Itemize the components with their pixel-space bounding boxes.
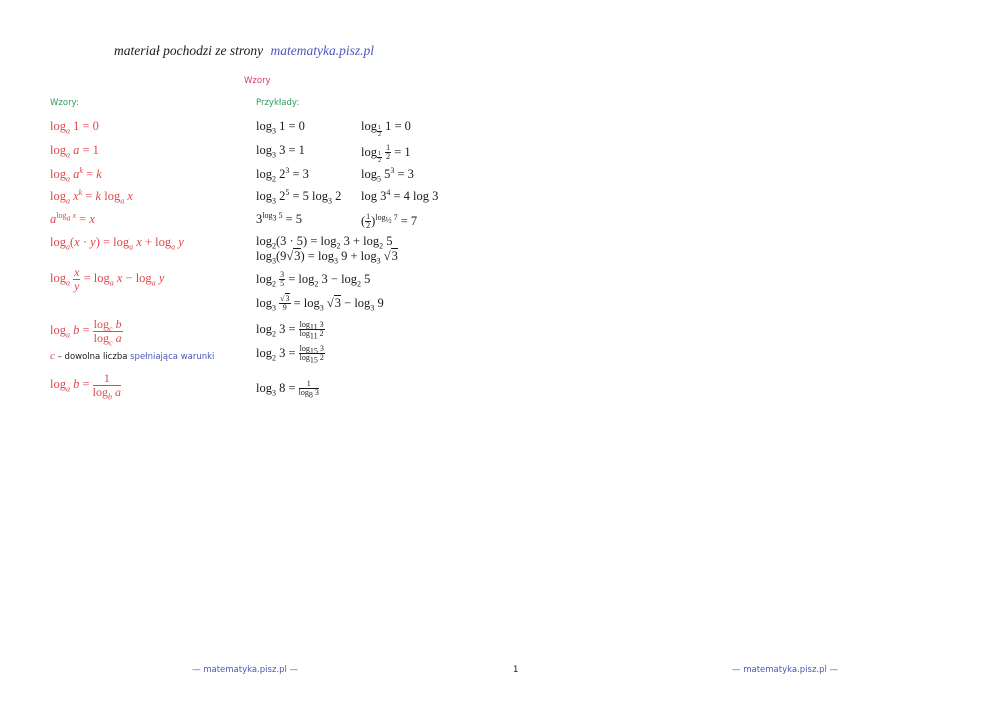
example-log3-3: $\log_3 3 = 1$ — [256, 143, 305, 160]
example-log2-2-cubed: $\log_2 2^3 = 3$ — [256, 165, 309, 184]
note-conditions-link[interactable]: spełniająca warunki — [130, 352, 215, 362]
formula-reciprocal: $\log_a b$ = $\frac{1}{\log_b a}$ — [50, 371, 122, 401]
example-log-3-fourth: $\log 3^4 = 4$ log 3 — [361, 187, 439, 203]
note-variable: c — [50, 350, 55, 362]
footer-right-link[interactable]: — matematyka.pisz.pl — — [732, 665, 839, 675]
footer-left-link[interactable]: — matematyka.pisz.pl — — [192, 665, 299, 675]
example-change-base-11: $\log_2 3$ = $\frac{\log_{11} 3}{\log_{11} 2}$ — [256, 320, 324, 341]
formula-base-to-log: $a^{log_a x} = x$ — [50, 210, 95, 226]
example-log3-product-sqrt: $\log_3(9√3) = \log_3 9 + \log_3 √3$ — [256, 249, 398, 266]
section-title: Wzory — [244, 76, 271, 86]
formulas-header: Wzory: — [50, 98, 79, 108]
formula-log-of-quotient: $\log_a$ $\frac{x}{y}$ = $\log_a x - \log_a y$ — [50, 265, 165, 293]
formula-log-of-power-of-base: $\log_a a^k = k$ — [50, 165, 102, 184]
example-half-power-log: ( $\frac{1}{2}$ )$^{log_{\frac{1}{2}} 7}$ = 7 — [361, 212, 418, 231]
source-link[interactable]: matematyka.pisz.pl — [270, 43, 374, 58]
formula-change-of-base: $\log_a b$ = $\frac{\log_c b}{\log_c a}$ — [50, 317, 122, 347]
note-dash: – — [54, 352, 65, 362]
example-log3-quotient-sqrt: $\log_3$ $\frac{√3}{9}$ = $\log_3 √3 - \log_3 9$ — [256, 294, 384, 313]
page-header — [114, 43, 374, 59]
examples-header: Przykłady: — [256, 98, 300, 108]
formula-log-of-base: $\log_a a = 1$ — [50, 143, 99, 160]
example-log-half-1: log $_{\frac{1}{2}}$ 1 = 0 — [361, 119, 411, 139]
page-number: 1 — [513, 665, 519, 675]
note-text: dowolna liczba — [64, 352, 128, 362]
example-log3-2-fifth: $\log_3 2^5 = 5$ $\log_3 2$ — [256, 187, 342, 206]
formula-log-of-one: $\log_a 1 = 0$ — [50, 119, 99, 136]
example-log5-5-cubed: $\log_5 5^3 = 3$ — [361, 165, 414, 184]
example-log-half-half: log $_{\frac{1}{2}}$ $\frac{1}{2}$ = 1 — [361, 143, 411, 164]
example-log3-1: $\log_3 1 = 0$ — [256, 119, 305, 136]
example-change-base-15: $\log_2 3$ = $\frac{\log_{15} 3}{\log_{15} 2}$ — [256, 344, 324, 365]
example-log2-quotient: $\log_2$ $\frac{3}{5}$ = $\log_2 3 - \log_2 5$ — [256, 270, 371, 289]
change-of-base-note — [50, 350, 214, 362]
example-reciprocal: $\log_3 8$ = $\frac{1}{\log_8 3}$ — [256, 379, 319, 400]
example-log2-product: $\log_2(3 \cdot 5) = \log_2 3 + \log_2 5$ — [256, 234, 393, 251]
example-3-power-log3-5: $3^{log_3 5} = 5$ — [256, 210, 303, 226]
formula-log-of-product: $\log_a(x \cdot y) = \log_a x + \log_a y$ — [50, 235, 184, 252]
formula-log-of-power: $\log_a x^k = k$ $\log_a x$ — [50, 187, 133, 206]
source-text: materiał pochodzi ze strony — [114, 43, 264, 58]
